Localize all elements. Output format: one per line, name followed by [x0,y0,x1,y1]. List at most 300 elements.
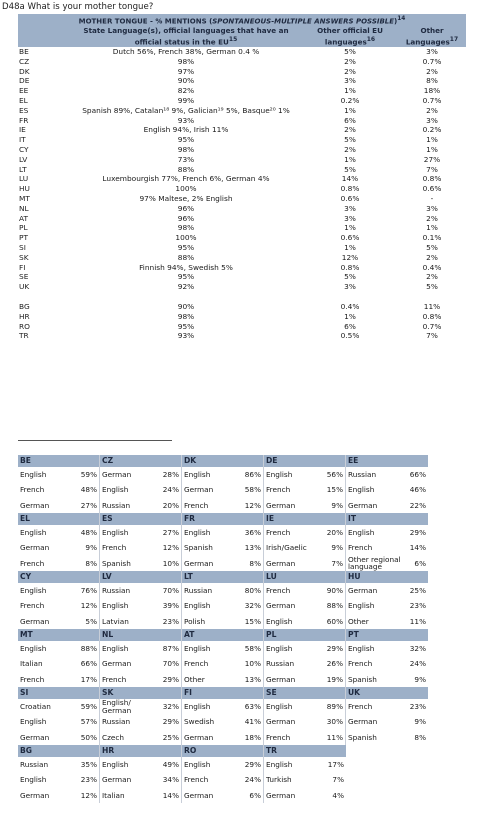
language-name: English [20,528,47,537]
language-percent: 76% [80,586,97,595]
language-name: Polish [184,616,206,626]
language-row [182,598,263,613]
language-percent: 27% [162,528,179,537]
language-row [182,467,263,482]
other-language-cell: 2% [426,66,438,76]
country-card-body [264,583,345,629]
other-language-cell: 0.8% [422,311,442,321]
language-name: Italian [102,790,125,800]
country-card-code: FR [182,513,263,525]
country-card [264,629,346,687]
other-language-cell: 5% [426,282,438,292]
language-percent: 9% [331,543,343,553]
language-row [100,614,181,629]
language-percent: 86% [244,470,261,479]
language-name: English [184,601,211,611]
col-eu-label: Other official EU languages [317,26,383,47]
language-percent: 56% [326,470,343,479]
language-row [100,641,181,656]
state-language-cell: 95% [177,135,195,145]
country-card-code: IE [264,513,345,525]
language-name: French [266,528,291,537]
language-row [18,598,99,613]
language-percent: 48% [80,528,97,537]
country-card [264,513,346,571]
state-language-cell: 92% [177,282,195,292]
language-percent: 58% [244,644,261,653]
other-eu-cell: 6% [344,115,356,125]
table-row [18,47,466,57]
country-code-cell: FR [19,115,29,125]
language-row [182,498,263,513]
language-row [182,772,263,787]
col-state-footnote: 15 [228,36,238,43]
language-name: Russian [348,470,377,479]
country-card-code: EL [18,513,99,525]
other-eu-cell: 0.8% [340,262,360,272]
other-eu-cell: 3% [344,213,356,223]
country-code-cell: HU [19,184,30,194]
table-header [18,14,466,47]
col-state-label: State Language(s), official languages that have an official status in the EU [83,26,289,47]
state-language-cell: 96% [177,213,195,223]
language-name: English [184,644,211,653]
language-name: Czech [102,732,125,742]
country-code-cell: LV [19,154,28,164]
table-row [18,76,466,86]
country-code-cell: BE [19,47,29,56]
language-row [346,656,428,671]
language-row [182,583,263,598]
language-name: Other [184,674,205,684]
language-row [182,788,263,803]
country-card-body [264,641,345,687]
language-name: German [184,558,214,568]
country-card-code: TR [264,745,346,757]
other-language-cell: 18% [423,86,441,96]
other-eu-cell: 5% [344,272,356,282]
language-name: Russian [184,586,213,595]
language-percent: 88% [326,601,343,611]
table-row [18,272,466,282]
language-row [264,583,345,598]
state-language-cell: 95% [177,272,195,282]
other-eu-cell: 5% [344,47,356,56]
other-language-cell: 3% [426,47,438,56]
language-row [264,540,345,555]
table-row [18,145,466,155]
other-language-cell: 0.4% [422,262,442,272]
country-code-cell: RO [19,321,30,331]
country-card-body [346,699,428,745]
country-card-body [182,641,263,687]
language-row [346,482,428,497]
language-percent: 24% [409,659,426,669]
state-language-cell: 98% [177,56,195,66]
language-name: French [102,543,127,553]
state-language-cell: 95% [177,321,195,331]
language-name: Other regional language [348,555,401,571]
other-eu-cell: 6% [344,321,356,331]
language-percent: 20% [326,528,343,537]
language-percent: 90% [326,586,343,595]
grid-row [18,687,428,745]
language-row [18,714,99,729]
language-percent: 9% [85,543,97,553]
country-card-body [182,583,263,629]
language-percent: 32% [162,702,179,711]
country-card-body [264,757,346,803]
language-percent: 12% [244,500,261,510]
language-name: English [348,528,375,537]
language-name: English [102,485,129,495]
language-percent: 12% [80,601,97,611]
country-card [100,629,182,687]
country-code-cell: DE [19,76,30,86]
language-row [264,699,345,714]
table-row [18,174,466,184]
language-name: English [348,644,375,653]
language-row [18,772,99,787]
language-percent: 7% [332,775,344,785]
country-code-cell: IE [19,125,26,135]
table-title [18,14,466,25]
language-percent: 28% [162,470,179,479]
country-card-code: HR [100,745,181,757]
other-language-cell: 7% [426,164,438,174]
language-row [346,672,428,687]
country-code-cell: PL [19,223,28,233]
language-percent: 70% [162,586,179,595]
col-eu-footnote: 16 [366,36,376,43]
language-percent: 70% [162,659,179,669]
other-language-cell: 0.6% [422,184,442,194]
other-eu-cell: 0.5% [340,331,360,341]
state-language-cell: 98% [177,223,195,233]
language-name: French [266,586,291,595]
country-card-code: PL [264,629,345,641]
question-text: D48a What is your mother tongue? [2,2,154,12]
other-language-cell: 5% [426,242,438,252]
table-row [18,312,466,322]
other-language-cell: 1% [426,135,438,145]
state-language-cell: 93% [177,115,195,125]
language-name: English [348,601,375,611]
language-row [264,614,345,629]
language-percent: 14% [409,543,426,553]
language-row [100,467,181,482]
country-card [346,629,428,687]
country-card-body [18,467,99,513]
country-card [182,687,264,745]
country-code-cell: HR [19,311,30,321]
language-percent: 50% [80,732,97,742]
table-row [18,233,466,243]
other-eu-cell: 0.8% [340,184,360,194]
country-card-body [264,699,345,745]
language-row [182,757,263,772]
col-other-header [398,25,466,47]
country-card-code: AT [182,629,263,641]
country-code-cell: CY [19,144,29,154]
language-row [100,656,181,671]
language-name: French [266,485,291,495]
table-row [18,302,466,312]
language-name: German [184,485,214,495]
country-card-code: HU [346,571,428,583]
language-percent: 60% [326,616,343,626]
table-row [18,57,466,67]
language-percent: 24% [162,485,179,495]
country-card-code: MT [18,629,99,641]
grid-row [18,629,428,687]
country-card [182,513,264,571]
country-card-body [264,525,345,571]
country-card-body [346,583,428,629]
language-row [182,482,263,497]
language-name: Russian [20,760,49,769]
table-row [18,204,466,214]
language-name: English [102,601,129,611]
table-row [18,263,466,273]
language-name: French [20,485,45,495]
country-card [182,455,264,513]
country-card-body [18,583,99,629]
language-name: English [266,470,293,479]
table-title-italic: SPONTANEOUS-MULTIPLE ANSWERS POSSIBLE [212,17,395,26]
language-name: English [20,586,47,595]
language-name: Turkish [266,775,292,785]
country-card [18,455,100,513]
language-percent: 41% [244,717,261,727]
language-percent: 29% [244,760,261,769]
other-language-cell: 0.7% [422,56,442,66]
table-row [18,194,466,204]
other-language-cell: 11% [423,301,441,311]
language-name: German [184,790,214,800]
language-name: English [102,644,129,653]
language-percent: 9% [331,500,343,510]
table-row [18,135,466,145]
language-row [100,556,181,571]
language-percent: 6% [249,790,261,800]
state-language-cell: 96% [177,203,195,213]
language-row [100,730,181,745]
other-language-cell: 0.2% [422,125,442,135]
country-card-code: BG [18,745,99,757]
language-row [346,641,428,656]
language-row [100,757,181,772]
language-percent: 19% [326,674,343,684]
language-name: Russian [266,659,295,669]
language-row [346,583,428,598]
language-percent: 9% [414,674,426,684]
grid-row [18,455,428,513]
language-percent: 11% [409,616,426,626]
language-name: French [20,601,45,611]
language-row [100,498,181,513]
state-language-cell: 88% [177,252,195,262]
language-percent: 13% [244,543,261,553]
language-row [18,614,99,629]
country-card-body [18,525,99,571]
language-percent: 15% [326,485,343,495]
country-code-cell: IT [19,135,26,145]
other-language-cell: 2% [426,105,438,115]
language-name: French [348,702,373,711]
language-row [264,672,345,687]
table-row [18,253,466,263]
language-row [264,788,346,803]
language-percent: 23% [409,702,426,711]
language-row [100,714,181,729]
country-card-body [346,525,428,571]
language-percent: 35% [80,760,97,769]
language-name: English [266,702,293,711]
table-row [18,96,466,106]
state-language-cell: 99% [177,95,195,105]
other-language-cell: 27% [423,154,441,164]
language-percent: 6% [414,558,426,568]
language-row [18,656,99,671]
separator-line [18,440,172,441]
other-eu-cell: 0.6% [340,193,360,203]
language-percent: 10% [244,659,261,669]
language-row [346,467,428,482]
language-percent: 20% [162,500,179,510]
language-percent: 26% [326,659,343,669]
language-percent: 4% [332,790,344,800]
language-name: German [184,732,214,742]
language-percent: 29% [409,528,426,537]
country-card [100,455,182,513]
language-name: German [102,470,132,479]
col-other-footnote: 17 [449,36,459,43]
language-name: German [20,500,50,510]
table-row [18,86,466,96]
country-card [18,571,100,629]
language-percent: 29% [326,644,343,653]
table-row [18,165,466,175]
col-other-label: Other Languages [405,26,450,47]
language-name: English [348,485,375,495]
language-row [264,772,346,787]
state-language-cell: 90% [177,76,195,86]
language-name: German [20,790,50,800]
state-language-cell: 73% [177,154,195,164]
country-card-body [18,757,99,803]
language-percent: 14% [162,790,179,800]
language-row [18,498,99,513]
country-language-grid [18,455,428,803]
state-language-cell: 98% [177,144,195,154]
country-code-cell: LT [19,164,27,174]
language-percent: 15% [244,616,261,626]
language-row [18,730,99,745]
state-language-cell: 100% [175,233,197,243]
language-row [346,614,428,629]
grid-row [18,571,428,629]
language-row [182,730,263,745]
other-eu-cell: 2% [344,144,356,154]
table-row [18,67,466,77]
language-name: French [102,674,127,684]
country-code-cell: TR [19,331,29,341]
language-name: Russian [102,586,131,595]
language-percent: 18% [244,732,261,742]
language-percent: 30% [326,717,343,727]
mother-tongue-table [18,14,466,341]
language-row [182,614,263,629]
language-row [182,656,263,671]
language-row [100,672,181,687]
language-name: French [20,674,45,684]
language-percent: 8% [414,732,426,742]
country-code-cell: BG [19,301,30,311]
language-row [18,525,99,540]
other-eu-cell: 1% [344,86,356,96]
language-percent: 23% [162,616,179,626]
language-name: Spanish [348,674,377,684]
state-language-cell: 97% Maltese, 2% English [139,193,233,203]
country-card [100,687,182,745]
state-language-cell: 93% [177,331,195,341]
country-card-code: IT [346,513,428,525]
language-row [346,525,428,540]
language-row [18,583,99,598]
language-row [18,641,99,656]
language-name: French [348,659,373,669]
state-language-cell: Finnish 94%, Swedish 5% [139,262,233,272]
other-eu-cell: 3% [344,76,356,86]
other-eu-cell: 1% [344,105,356,115]
language-name: German [266,601,296,611]
language-name: German [20,616,50,626]
language-row [18,788,99,803]
language-row [182,540,263,555]
country-card-body [100,757,181,803]
language-percent: 5% [85,616,97,626]
country-card-code: LT [182,571,263,583]
language-row [182,556,263,571]
language-percent: 87% [162,644,179,653]
language-name: German [20,543,50,553]
state-language-cell: 90% [177,301,195,311]
table-row [18,243,466,253]
language-row [182,672,263,687]
country-code-cell: NL [19,203,29,213]
country-card-code: EE [346,455,428,467]
table-row [18,282,466,292]
country-card-body [182,699,263,745]
country-card-body [100,583,181,629]
country-card [100,745,182,803]
language-percent: 23% [80,775,97,785]
language-name: German [20,732,50,742]
language-percent: 32% [409,644,426,653]
language-name: English [102,528,129,537]
language-name: German [266,558,296,568]
language-name: Spanish [184,543,213,553]
column-headers [18,25,466,47]
country-code-cell: MT [19,193,30,203]
language-row [182,525,263,540]
language-percent: 17% [80,674,97,684]
country-card-body [18,641,99,687]
other-language-cell: 2% [426,272,438,282]
table-row [18,184,466,194]
other-language-cell: 0.1% [422,233,442,243]
